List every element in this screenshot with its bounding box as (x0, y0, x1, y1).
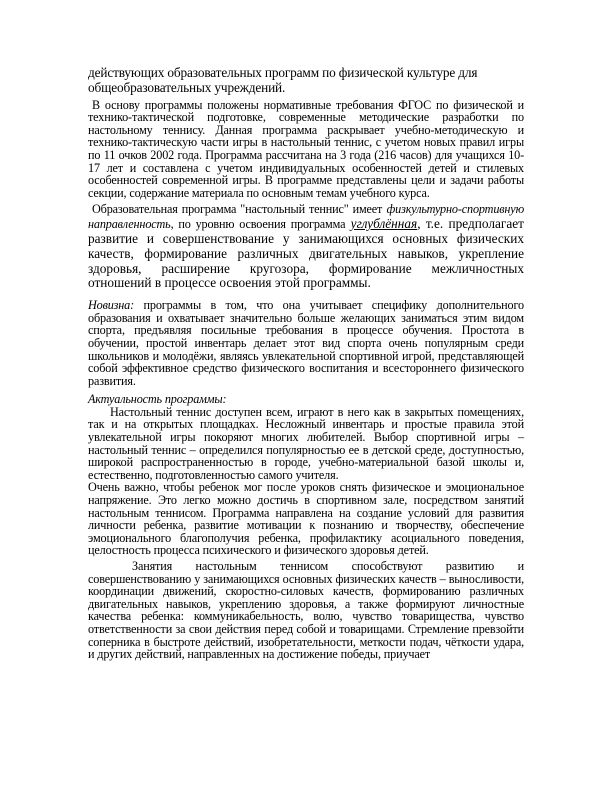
orientation-term: физкультурно-спортивную направленность (88, 202, 525, 232)
heading-relevance: Актуальность программы: (88, 392, 227, 407)
paragraph-benefits: Занятия настольным теннисом способствуют развитию и совершенствованию у занимающихся основных физических качеств – выносливости, координации движений, скоростно-силовых качеств, формированию различных двигательных навыков, укреплению здоровья, а также формируют личностные качества ребенка: коммуникабельность, волю, чувство товарищества, чувство ответственности за свои действия перед собой и товарищами. Стремление превзойти соперника в быстроте действий, изобретательности, меткости подач, чёткости удара, и других действий, направленных на достижение победы, приучает (88, 559, 524, 662)
paragraph-intro-tail: действующих образовательных программ по физической культуре для общеобразовательных учреждений. (88, 65, 478, 95)
document-body (88, 66, 524, 661)
level-term: углублённая (350, 216, 418, 232)
paragraph-emotional-relief: Очень важно, чтобы ребенок мог после уроков снять физическое и эмоциональное напряжение. Это легко можно достичь в спортивном зале, посредством занятий настольным теннисом. Программа направлена на создание условий для развития личности ребенка, развитие мотивации к познанию и творчеству, обеспечение эмоционального благополучия ребенка, профилактику асоциального поведения, целостность процесса психического и физического здоровья детей. (88, 480, 524, 558)
paragraph-novelty: Новизна: программы в том, что она учитывает специфику дополнительного образования и охватывает значительно больше желающих заниматься этим видом спорта, предъявляя посильные требования в процессе обучения. Простота в обучении, простой инвентарь делает этот вид спорта очень популярным среди школьников и молодёжи, являясь увлекательной спортивной игрой, представляющей собой эффективное средство физического воспитания и всестороннего физического развития. (88, 298, 524, 388)
novelty-label: Новизна: (88, 298, 135, 313)
paragraph-relevance: Настольный теннис доступен всем, играют в него как в закрытых помещениях, так и на открытых площадках. Несложный инвентарь и простые правила этой увлекательной игры покоряют многих любителей. Выбор спортивной игры – настольный теннис – определился популярностью ее в детской среде, доступностью, широкой распространенностью в городе, учебно-материальной базой школы и, естественно, подготовленностью самого учителя. (88, 404, 524, 482)
paragraph-program-basis: В основу программы положены нормативные требования ФГОС по физической и технико-тактической подготовке, современные методические разработки по настольному теннису. Данная программа раскрывает учебно-методическую и технико-тактическую части игры в настольный теннис, с учетом новых правил игры по 11 очков 2002 года. Программа рассчитана на 3 года (216 часов) для учащихся 10-17 лет и составлена с учетом индивидуальных особенностей детей и стилевых особенностей современной игры. В программе представлены цели и задачи работы секции, содержание материала по основным темам учебного курса. (88, 97, 524, 200)
paragraph-program-orientation: Образовательная программа "настольный теннис" имеет физкультурно-спортивную направленность, по уровню освоения программа углублённая, т.е. предполагает развитие и совершенствование у занимающихся основных физических качеств, формирование различных двигательных навыков, укрепление здоровья, расширение кругозора, формирование межличностных отношений в процессе освоения этой программы. (88, 202, 525, 291)
